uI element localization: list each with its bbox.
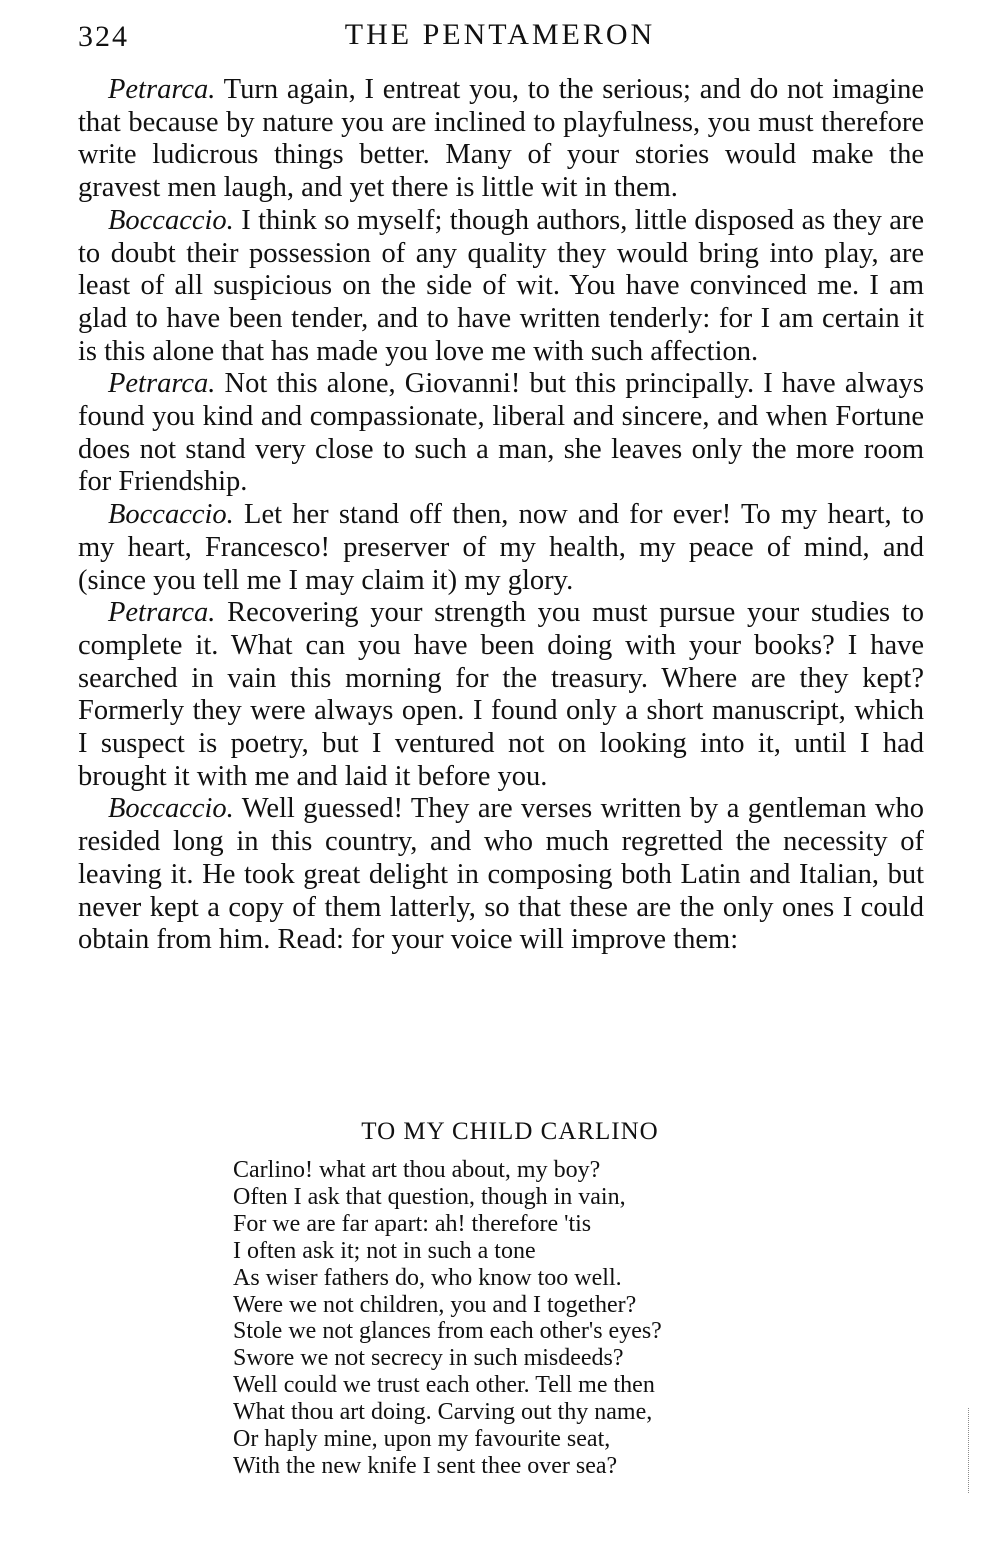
speaker-name: Petrarca.: [108, 597, 216, 629]
dialogue-paragraph: [78, 205, 924, 369]
speaker-name: Boccaccio.: [108, 793, 234, 825]
dialogue-paragraph: [78, 499, 924, 597]
speech-text: Recovering your strength you must pursue your studies to complete it. What can you have been doing with your books? I have searched in vain this morning for the treasury. Where are they kept? Formerly they were always open. I found only a short manuscript, which I suspect is poetry, but I ventured not on looking into it, until I had brought it with me and laid it before you.: [78, 597, 924, 792]
poem-verse: [233, 1157, 873, 1480]
running-head: THE PENTAMERON: [344, 18, 656, 51]
page-number: 324: [78, 20, 129, 53]
speech-text: I think so myself; though authors, little disposed as they are to doubt their possession of any quality they would bring into play, are least of all suspicious on the side of wit. You have convinced me. I am glad to have been tender, and to have written tenderly: for I am certain it is this alone that has made you love me with such affection.: [78, 204, 925, 367]
dialogue-paragraph: [78, 597, 924, 793]
poem-line: Were we not children, you and I together?: [233, 1291, 637, 1318]
poem-line: As wiser fathers do, who know too well.: [233, 1264, 622, 1291]
speaker-name: Petrarca.: [108, 368, 216, 400]
poem-line: I often ask it; not in such a tone: [233, 1237, 536, 1264]
poem-line: Or haply mine, upon my favourite seat,: [233, 1426, 611, 1453]
poem-line: Carlino! what art thou about, my boy?: [233, 1157, 601, 1183]
speaker-name: Boccaccio.: [108, 499, 234, 531]
dialogue-paragraph: [78, 793, 924, 957]
dialogue-paragraph: [78, 368, 924, 499]
speaker-name: Boccaccio.: [108, 204, 234, 236]
speech-text: Well guessed! They are verses written by a gentleman who resided long in this country, and who much regretted the necessity of leaving it. He took great delight in composing both Latin and Italian, but never kept a copy of them latterly, so that these are the only ones I could obtain from him. Read: for your voice will improve them:: [78, 793, 924, 956]
poem-line: Swore we not secrecy in such misdeeds?: [233, 1345, 624, 1372]
poem-line: Well could we trust each other. Tell me then: [233, 1372, 655, 1399]
poem-line: For we are far apart: ah! therefore 'tis: [233, 1210, 592, 1237]
poem-line: Stole we not glances from each other's eyes?: [233, 1318, 662, 1345]
poem-line: What thou art doing. Carving out thy name,: [233, 1399, 653, 1426]
speech-text: Let her stand off then, now and for ever! To my heart, to my heart, Francesco! preserver of my health, my peace of mind, and (since you tell me I may claim it) my glory.: [78, 499, 924, 596]
scan-edge-mark: [968, 1408, 969, 1493]
dialogue-paragraph: [78, 74, 924, 205]
speaker-name: Petrarca.: [108, 74, 216, 105]
poem-line: With the new knife I sent thee over sea?: [233, 1452, 618, 1479]
poem-title: TO MY CHILD CARLINO: [361, 1118, 659, 1145]
poem-line: Often I ask that question, though in vain,: [233, 1183, 626, 1210]
speech-text: Not this alone, Giovanni! but this principally. I have always found you kind and compassionate, liberal and sincere, and when Fortune does not stand very close to such a man, she leaves only the more room for Friendship.: [78, 368, 925, 498]
dialogue-text: [78, 74, 924, 957]
speech-text: Turn again, I entreat you, to the serious; and do not imagine that because by nature you are inclined to playfulness, you must therefore write ludicrous things better. Many of your stories would make the gravest men laugh, and yet there is little wit in them.: [78, 74, 924, 204]
